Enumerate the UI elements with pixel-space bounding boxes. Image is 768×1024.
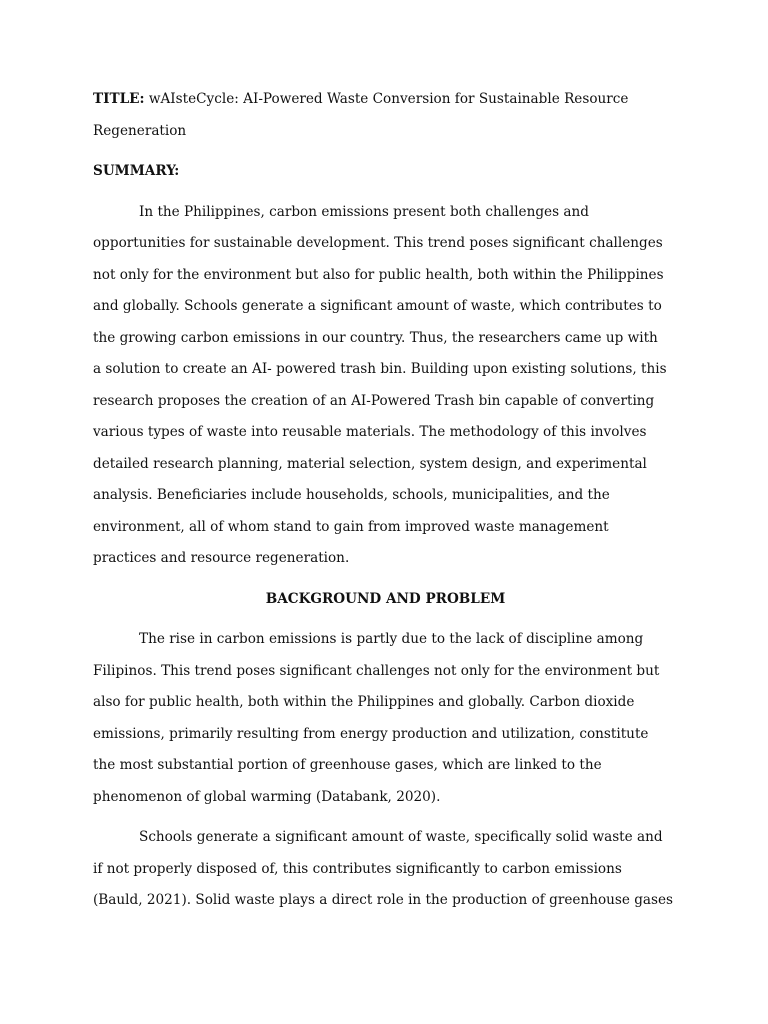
summary-line: research proposes the creation of an AI-Powered Trash bin capable of converting — [93, 392, 655, 409]
summary-line: a solution to create an AI- powered trash bin. Building upon existing solutions, this — [93, 361, 667, 377]
background-paragraph-1-line: the most substantial portion of greenhouse gases, which are linked to the — [93, 757, 602, 773]
section-heading-background: BACKGROUND AND PROBLEM — [265, 590, 506, 607]
title-continuation: Regeneration — [93, 122, 187, 139]
summary-label: SUMMARY: — [93, 163, 180, 179]
background-paragraph-1-line: also for public health, both within the Philippines and globally. Carbon dioxide — [93, 694, 635, 710]
summary-line: various types of waste into reusable materials. The methodology of this involves — [93, 424, 647, 440]
summary-line: In the Philippines, carbon emissions present both challenges and — [139, 203, 589, 220]
background-paragraph-1-line: The rise in carbon emissions is partly due to the lack of discipline among — [139, 631, 644, 647]
summary-line: and globally. Schools generate a significant amount of waste, which contributes to — [93, 298, 662, 314]
background-paragraph-2-line: (Bauld, 2021). Solid waste plays a direct role in the production of greenhouse gases — [93, 892, 674, 908]
summary-line: practices and resource regeneration. — [93, 550, 350, 566]
summary-line: analysis. Beneficiaries include households, schools, municipalities, and the — [93, 487, 610, 503]
background-paragraph-1-line: emissions, primarily resulting from energy production and utilization, constitute — [93, 725, 649, 742]
background-paragraph-2-line: Schools generate a significant amount of waste, specifically solid waste and — [139, 829, 663, 845]
background-paragraph-2 — [93, 822, 678, 917]
summary-paragraph — [93, 197, 678, 575]
summary-line: not only for the environment but also for public health, both within the Philippines — [93, 266, 664, 283]
summary-line: detailed research planning, material selection, system design, and experimental — [93, 455, 647, 472]
background-paragraph-1-line: Filipinos. This trend poses significant challenges not only for the environment but — [93, 662, 660, 679]
title-label: TITLE: — [93, 91, 145, 107]
summary-line: opportunities for sustainable development. This trend poses significant challenges — [93, 235, 663, 251]
background-paragraph-2-line: if not properly disposed of, this contributes significantly to carbon emissions — [93, 860, 622, 877]
summary-line: the growing carbon emissions in our country. Thus, the researchers came up with — [93, 329, 658, 346]
summary-line: environment, all of whom stand to gain from improved waste management — [93, 518, 609, 535]
background-paragraph-1-line: phenomenon of global warming (Databank, 2020). — [93, 788, 441, 805]
document-page — [93, 84, 678, 917]
title-text: wAIsteCycle: AI-Powered Waste Conversion for Sustainable Resource — [144, 91, 629, 107]
title-line — [93, 84, 678, 116]
background-paragraph-1 — [93, 624, 678, 813]
